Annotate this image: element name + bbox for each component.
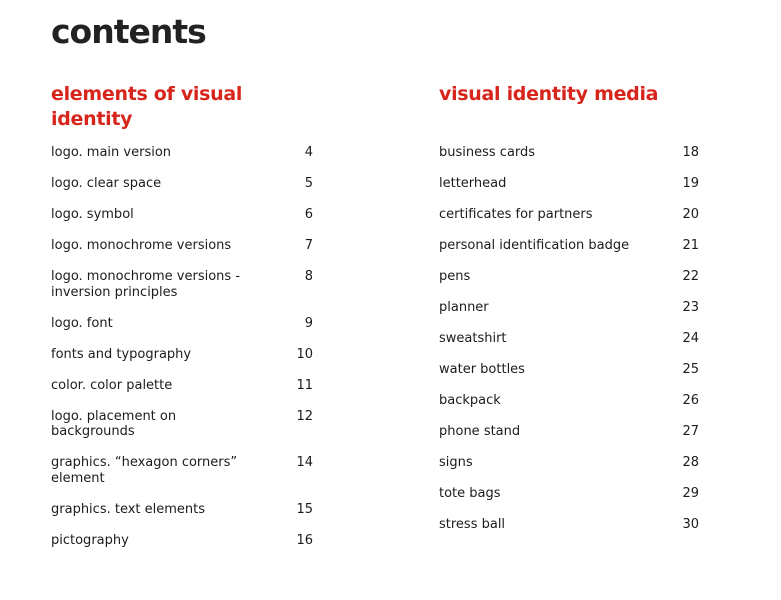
toc-entry-label: pens (439, 269, 471, 284)
toc-entry-label: backpack (439, 393, 501, 408)
toc-entry[interactable] (439, 145, 699, 161)
toc-entry-label: fonts and typography (51, 346, 192, 362)
toc-entry-page-number: 6 (304, 207, 313, 222)
toc-entry-label: logo. clear space (51, 176, 162, 191)
toc-entry-page-number: 19 (682, 176, 699, 191)
toc-entry-page-number: 4 (304, 145, 313, 160)
toc-entry[interactable] (439, 269, 699, 285)
toc-entry[interactable] (439, 486, 699, 502)
toc-entry[interactable] (439, 455, 699, 471)
toc-entry[interactable] (51, 269, 313, 300)
toc-entry-page-number: 24 (682, 331, 699, 346)
toc-entry-page-number: 9 (304, 315, 313, 331)
section-heading-visual-elements: elements of visual identity (51, 83, 243, 130)
toc-entry[interactable] (439, 207, 699, 223)
toc-entry[interactable] (51, 533, 313, 549)
toc-entry[interactable] (439, 176, 699, 192)
toc-entry-label: certificates for partners (439, 207, 593, 222)
toc-entry-page-number: 22 (682, 269, 699, 284)
toc-entry-label: logo. font (51, 315, 113, 331)
toc-entry-label: pictography (51, 532, 129, 548)
toc-entry[interactable] (51, 145, 313, 161)
toc-entry-page-number: 18 (682, 145, 699, 160)
toc-entry-page-number: 23 (682, 300, 699, 315)
toc-entry-page-number: 12 (296, 408, 313, 424)
toc-entry-page-number: 28 (682, 455, 699, 470)
toc-entry[interactable] (439, 393, 699, 409)
toc-entry-label: color. color palette (51, 377, 173, 393)
toc-entry[interactable] (51, 176, 313, 192)
toc-entry[interactable] (439, 300, 699, 316)
toc-entry-page-number: 7 (304, 238, 313, 253)
toc-entry-page-number: 5 (304, 176, 313, 191)
toc-entry-label: graphics. text elements (51, 501, 206, 517)
toc-entry[interactable] (439, 238, 699, 254)
toc-entry-label: sweatshirt (439, 331, 507, 346)
toc-entry[interactable] (439, 331, 699, 347)
toc-entry[interactable] (51, 409, 313, 440)
toc-entry[interactable] (439, 517, 699, 533)
toc-entry-label: personal identification badge (439, 238, 630, 253)
toc-entry-label: letterhead (439, 176, 507, 191)
toc-list-visual-elements (51, 145, 313, 564)
toc-entry-label: water bottles (439, 362, 525, 377)
toc-entry-label: logo. placement on backgrounds (51, 408, 177, 439)
toc-entry-page-number: 25 (682, 362, 699, 377)
toc-entry[interactable] (51, 378, 313, 394)
toc-entry-label: logo. monochrome versions - inversion principles (51, 269, 241, 300)
toc-entry-label: logo. monochrome versions (51, 238, 232, 253)
toc-entry[interactable] (439, 424, 699, 440)
toc-entry-label: tote bags (439, 486, 501, 501)
toc-entry-label: logo. main version (51, 145, 172, 160)
toc-entry-label: graphics. “hexagon corners” element (51, 455, 238, 486)
toc-entry-page-number: 29 (682, 486, 699, 501)
toc-entry[interactable] (51, 502, 313, 518)
toc-entry-page-number: 26 (682, 393, 699, 408)
toc-entry-page-number: 20 (682, 207, 699, 222)
toc-entry-label: planner (439, 300, 489, 315)
toc-entry[interactable] (51, 316, 313, 332)
toc-entry-page-number: 11 (296, 377, 313, 393)
toc-entry-page-number: 27 (682, 424, 699, 439)
toc-entry-page-number: 14 (296, 455, 313, 470)
toc-entry-page-number: 8 (304, 269, 313, 284)
toc-entry[interactable] (51, 238, 313, 254)
toc-entry-label: signs (439, 455, 473, 470)
toc-entry-label: stress ball (439, 517, 506, 532)
toc-entry[interactable] (51, 207, 313, 223)
toc-entry-page-number: 10 (296, 346, 313, 362)
toc-entry-label: logo. symbol (51, 207, 134, 222)
toc-entry[interactable] (51, 347, 313, 363)
toc-entry-page-number: 30 (682, 517, 699, 532)
section-heading-visual-media: visual identity media (439, 83, 659, 105)
toc-entry-page-number: 16 (296, 532, 313, 548)
toc-entry-label: phone stand (439, 424, 521, 439)
toc-entry-page-number: 21 (682, 238, 699, 253)
toc-entry[interactable] (439, 362, 699, 378)
page-title: contents (51, 12, 206, 51)
toc-entry-label: business cards (439, 145, 536, 160)
toc-list-visual-media (439, 145, 699, 548)
toc-entry-page-number: 15 (296, 501, 313, 517)
toc-entry[interactable] (51, 455, 313, 486)
